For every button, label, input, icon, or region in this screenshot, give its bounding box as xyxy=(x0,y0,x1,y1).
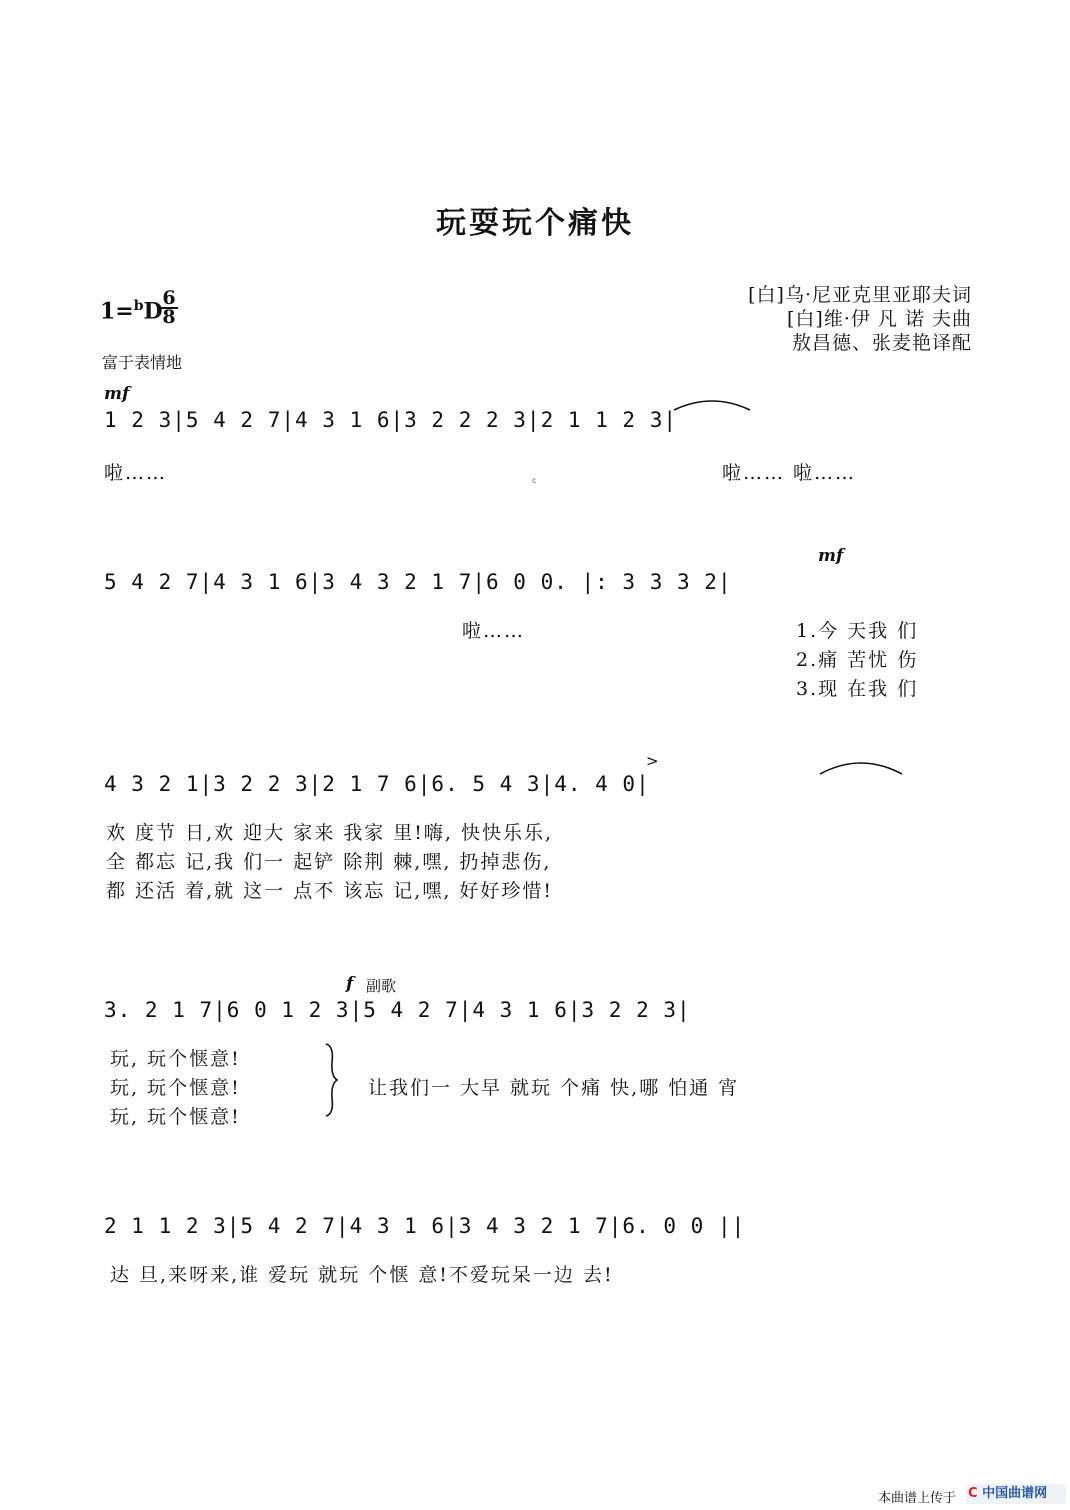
brace-mark xyxy=(322,1042,340,1118)
lyric-row-2: 啦…… xyxy=(462,620,526,642)
verse-2-start: 2.痛 苦忧 伤 xyxy=(796,649,919,671)
composer-credit: [白]维·伊 凡 诺 夫曲 xyxy=(787,308,972,330)
notation-row-2: 5 4 2 7|4 3 1 6|3 4 3 2 1 7|6 0 0. |: 3 3 3 2| xyxy=(104,570,732,594)
dynamic-mf-verse: mf xyxy=(818,546,844,566)
notation-row-3: 4 3 2 1|3 2 2 3|2 1 7 6|6. 5 4 3|4. 4 0| xyxy=(104,772,650,796)
verse-1-lyric: 欢 度节 日,欢 迎大 家来 我家 里!嗨, 快快乐乐, xyxy=(106,822,554,844)
site-logo: C 中国曲谱网 xyxy=(966,1484,1066,1504)
accent-mark: > xyxy=(646,752,659,770)
ending-verse-3: 玩, 玩个惬意! xyxy=(110,1106,241,1128)
lyricist-credit: [白]乌·尼亚克里亚耶夫词 xyxy=(748,284,972,306)
ending-verse-1: 玩, 玩个惬意! xyxy=(110,1048,241,1070)
lyric-row-1b: 啦…… 啦…… xyxy=(722,462,857,484)
lyric-row-1a: 啦…… xyxy=(104,462,168,484)
notation-row-4: 3. 2 1 7|6 0 1 2 3|5 4 2 7|4 3 1 6|3 2 2 3| xyxy=(104,998,691,1022)
verse-3-start: 3.现 在我 们 xyxy=(796,678,919,700)
slur-mark xyxy=(672,396,752,412)
verse-3-lyric: 都 还活 着,就 这一 点不 该忘 记,嘿, 好好珍惜! xyxy=(106,880,554,902)
speck-mark: c xyxy=(532,476,537,485)
dynamic-f: f xyxy=(346,974,354,994)
notation-row-5: 2 1 1 2 3|5 4 2 7|4 3 1 6|3 4 3 2 1 7|6. 0 0 || xyxy=(104,1214,746,1238)
chorus-lyric-1: 让我们一 大早 就玩 个痛 快,哪 怕通 宵 xyxy=(368,1077,740,1099)
tempo-marking: 富于表情地 xyxy=(102,353,183,372)
ending-verse-2: 玩, 玩个惬意! xyxy=(110,1077,241,1099)
chorus-label: 副歌 xyxy=(366,977,397,995)
tie-mark xyxy=(818,758,904,776)
key-signature: 1=$^b$D xyxy=(100,298,163,325)
dynamic-mf: mf xyxy=(104,384,130,404)
song-title: 玩耍玩个痛快 xyxy=(436,206,634,241)
time-signature: 6 8 xyxy=(160,290,178,326)
chorus-lyric-2: 达 旦,来呀来,谁 爱玩 就玩 个惬 意!不爱玩呆一边 去! xyxy=(110,1264,614,1286)
notation-row-1: 1 2 3|5 4 2 7|4 3 1 6|3 2 2 2 3|2 1 1 2 3| xyxy=(104,408,678,432)
verse-1-start: 1.今 天我 们 xyxy=(796,620,919,642)
flat-sign: b xyxy=(133,298,144,314)
footer-text: 本曲谱上传于 xyxy=(878,1491,957,1506)
verse-2-lyric: 全 都忘 记,我 们一 起铲 除荆 棘,嘿, 扔掉悲伤, xyxy=(106,851,552,873)
translator-credit: 敖昌德、张麦艳译配 xyxy=(791,332,972,354)
